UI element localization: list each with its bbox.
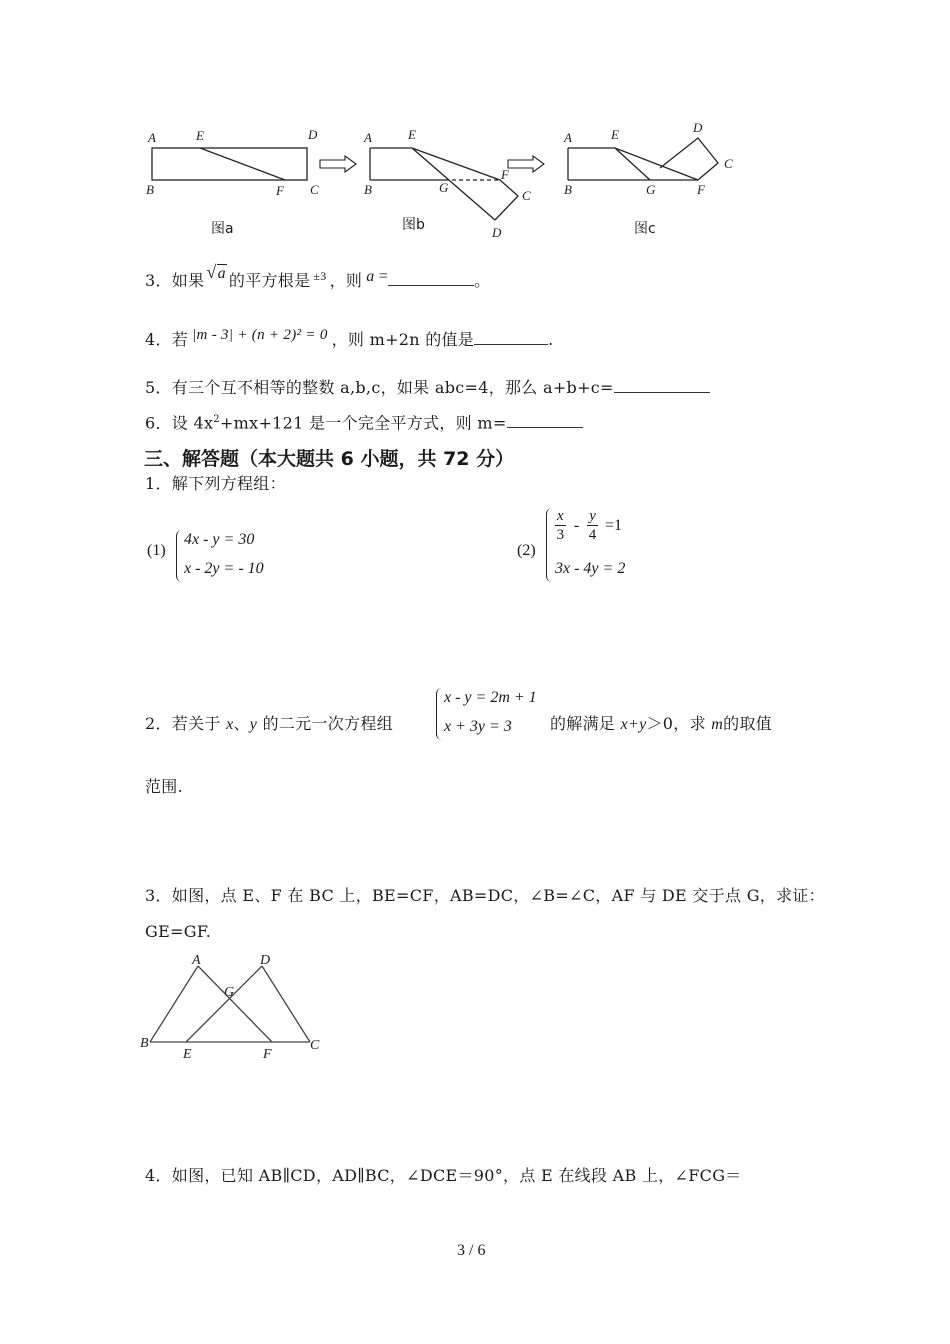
system-2-eq1: $\frac{x}{3}$ - $\frac{y}{4}$ =1	[556, 508, 622, 543]
part-2-label: (2)	[517, 542, 536, 559]
fig3-label-F: F	[263, 1047, 272, 1062]
question-4-fill: 4．若 |m - 3| + (n + 2)² = 0 ，则 m+2n 的值是 .	[145, 327, 554, 349]
system-1-eq2: x - 2y = - 10	[184, 560, 264, 577]
fig-c-label-F: F	[697, 182, 705, 197]
fig-c-label-G: G	[646, 182, 656, 197]
question-6-fill: 6．设 $4x^2+mx+121$ 是一个完全平方式，则 m=	[145, 410, 583, 433]
answer-blank[interactable]	[474, 330, 548, 345]
solve-question-2-cont: 的解满足 x+y＞0，求 m的取值	[550, 714, 773, 733]
page-number: 3 / 6	[457, 1242, 486, 1259]
solve-question-4: 4．如图，已知 AB∥CD，AD∥BC，∠DCE＝90°，点 E 在线段 AB 上，∠FCG＝	[145, 1166, 742, 1185]
fig3-label-B: B	[140, 1036, 149, 1051]
arrow-right-icon	[508, 156, 544, 172]
fig-b-label-A: A	[364, 130, 372, 145]
arrow-right-icon	[320, 156, 356, 172]
fig-b-label-G: G	[439, 180, 449, 195]
fig-a-caption: 图a	[211, 221, 234, 237]
part-1-label: (1)	[147, 542, 166, 559]
solve-question-3: 3．如图，点 E、F 在 BC 上，BE=CF，AB=DC，∠B=∠C，AF 与 DE 交于点 G，求证：	[145, 886, 825, 905]
system-3-eq1: x - y = 2m + 1	[444, 689, 537, 706]
fig-a-label-E: E	[196, 128, 204, 143]
question-5-fill: 5．有三个互不相等的整数 a,b,c，如果 abc=4，那么 a+b+c=	[145, 378, 710, 398]
figure-c	[568, 138, 718, 180]
fig-c-caption: 图c	[634, 221, 656, 237]
solve-question-2-line2: 范围.	[145, 777, 183, 796]
answer-blank[interactable]	[614, 378, 710, 393]
fig-a-label-A: A	[148, 130, 156, 145]
question-3-fill: 3．如果 √a 的平方根是 $^{\pm 3}$ ，则 a = 。	[145, 262, 491, 290]
figure-a	[152, 148, 307, 180]
fig-a-label-D: D	[308, 127, 318, 142]
system-3-eq2: x + 3y = 3	[444, 718, 512, 735]
fig-a-label-C: C	[310, 182, 319, 197]
system-brace-3	[436, 688, 443, 740]
fig-a-label-F: F	[276, 183, 284, 198]
fig-b-label-C: C	[522, 188, 531, 203]
fig-c-label-C: C	[724, 156, 733, 171]
fig-c-label-A: A	[564, 130, 572, 145]
fig-a-label-B: B	[146, 182, 154, 197]
fig3-label-G: G	[224, 985, 235, 1000]
fig-c-label-E: E	[611, 127, 619, 142]
fig3-label-A: A	[192, 953, 201, 968]
sqrt-expression: √a	[206, 262, 226, 282]
fig-b-label-F: F	[501, 167, 509, 182]
solve-question-3-line2: GE=GF.	[145, 922, 212, 941]
equation-expression: |m - 3| + (n + 2)² = 0	[192, 327, 328, 343]
fig-b-label-D: D	[492, 225, 502, 240]
fig-b-label-E: E	[408, 127, 416, 142]
system-brace-1	[176, 530, 183, 582]
system-2-eq2: 3x - 4y = 2	[555, 560, 626, 577]
solve-question-2: 2．若关于 x、y 的二元一次方程组	[145, 714, 393, 733]
answer-blank[interactable]	[507, 413, 583, 428]
fig-b-caption: 图b	[402, 217, 425, 233]
section-3-heading: 三、解答题（本大题共 6 小题，共 72 分）	[144, 448, 515, 470]
system-1-eq1: 4x - y = 30	[184, 531, 255, 548]
solve-question-1: 1．解下列方程组：	[145, 474, 286, 493]
fig-c-label-B: B	[564, 182, 572, 197]
fig3-label-C: C	[310, 1038, 320, 1053]
answer-blank[interactable]	[388, 271, 474, 286]
system-brace-2	[546, 508, 553, 582]
fig3-label-E: E	[183, 1047, 192, 1062]
triangle-figure	[138, 948, 328, 1063]
fig-c-label-D: D	[693, 120, 703, 135]
fig-b-label-B: B	[364, 182, 372, 197]
fig3-label-D: D	[260, 953, 271, 968]
